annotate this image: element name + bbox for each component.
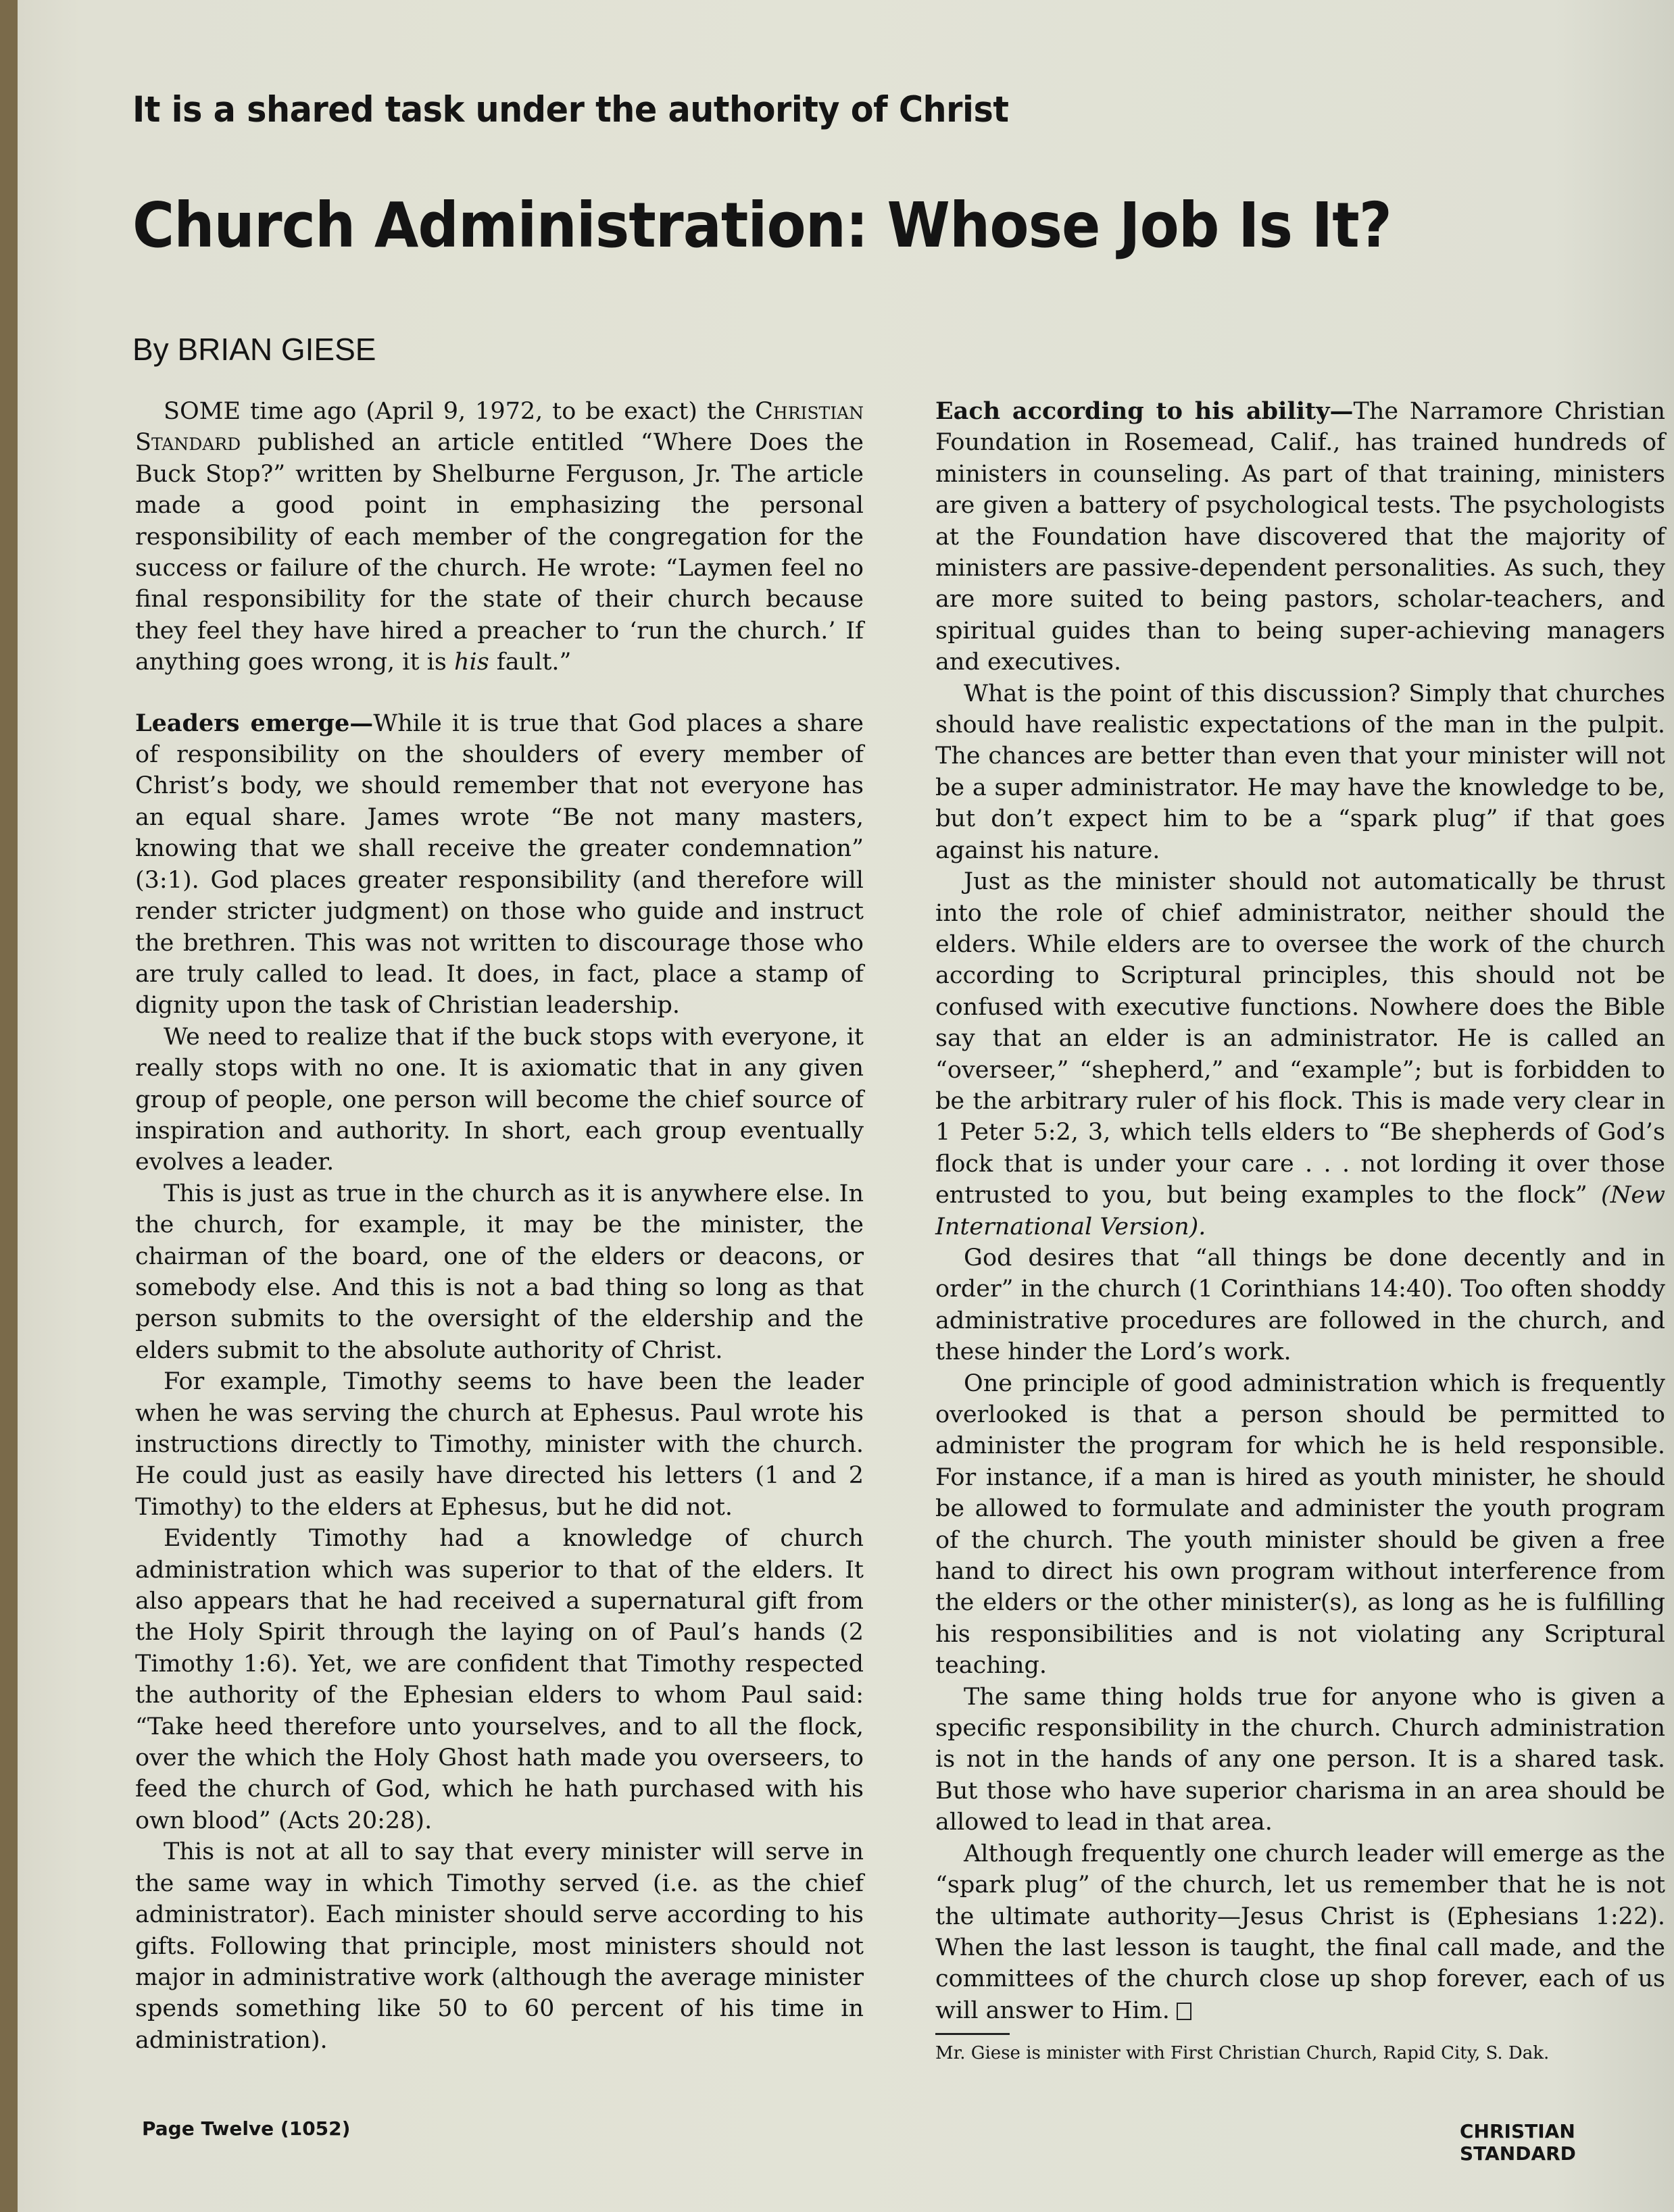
- byline: By BRIAN GIESE: [132, 332, 376, 367]
- paragraph: For example, Timothy seems to have been the leader when he was serving the church at Ephesus. Paul wrote his instructions directly to Timothy, minister with the church. He could just as easily have directed his letters (1 and 2 Timothy) to the elders at Ephesus, but he did not.: [135, 1368, 864, 1521]
- paragraph: We need to realize that if the buck stops with everyone, it really stops with no one. It is axiomatic that in any given group of people, one person will become the chief source of inspiration and authority. In short, each group eventually evolves a leader.: [135, 1023, 864, 1176]
- right-column: [935, 396, 1665, 2065]
- paragraph: Just as the minister should not automatically be thrust into the role of chief administrator, neither should the elders. While elders are to oversee the work of the church according to Scriptural principles, this should not be confused with executive functions. Nowhere does the Bible say that an elder is an administrator. He is called an “overseer,” “shepherd,” and “example”; but is forbidden to be the arbitrary ruler of his flock. This is made very clear in 1 Peter 5:2, 3, which tells elders to “Be shepherds of God’s flock that is under your care . . . not lording it over those entrusted to you, but being examples to the flock” (New International Version).: [935, 868, 1665, 1240]
- binding-edge: [0, 0, 18, 2212]
- divider: [935, 2033, 1010, 2035]
- kicker: It is a shared task under the authority of Christ: [132, 89, 1009, 130]
- paragraph: One principle of good administration which is frequently overlooked is that a person should be permitted to administer the program for which he is held responsible. For instance, if a man is hired as youth minister, he should be allowed to formulate and administer the youth program of the church. The youth minister should be given a free hand to direct his own program without interference from the elders or the other minister(s), as long as he is fulfilling his responsibilities and is not violating any Scriptural teaching.: [935, 1369, 1665, 1680]
- paragraph: Each according to his ability—The Narramore Christian Foundation in Rosemead, Calif., has trained hundreds of ministers in counseling. As part of that training, ministers are given a battery of psychological tests. The psychologists at the Foundation have discovered that the majority of ministers are passive-dependent personalities. As such, they are more suited to being pastors, scholar-teachers, and spiritual guides than to being super-achieving managers and executives.: [935, 397, 1665, 676]
- publication-name: CHRISTIAN STANDARD: [1460, 2120, 1576, 2165]
- paragraph: Evidently Timothy had a knowledge of church administration which was superior to that of the elders. It also appears that he had received a supernatural gift from the Holy Spirit through the laying on of Paul’s hands (2 Timothy 1:6). Yet, we are confident that Timothy respected the authority of the Ephesian elders to whom Paul said: “Take heed therefore unto yourselves, and to all the flock, over the which the Holy Ghost hath made you overseers, to feed the church of God, which he hath purchased with his own blood” (Acts 20:28).: [135, 1525, 864, 1834]
- paragraph: God desires that “all things be done decently and in order” in the church (1 Corinthians 14:40). Too often shoddy administrative procedures are followed in the church, and these hinder the Lord’s work.: [935, 1244, 1665, 1366]
- paragraph: Leaders emerge—While it is true that God places a share of responsibility on the shoulders of every member of Christ’s body, we should remember that not everyone has an equal share. James wrote “Be not many masters, knowing that we shall receive the greater condemnation” (3:1). God places greater responsibility (and therefore will render stricter judgment) on those who guide and instruct the brethren. This was not written to discourage those who are truly called to lead. It does, in fact, place a stamp of dignity upon the task of Christian leadership.: [135, 709, 864, 1020]
- paragraph: What is the point of this discussion? Simply that churches should have realistic expectations of the man in the pulpit. The chances are better than even that your minister will not be a super administrator. He may have the knowledge to be, but don’t expect him to be a “spark plug” if that goes against his nature.: [935, 680, 1665, 864]
- paragraph: Although frequently one church leader will emerge as the “spark plug” of the church, let us remember that he is not the ultimate authority—Jesus Christ is (Ephesians 1:22). When the last lesson is taught, the final call made, and the committees of the church close up shop forever, each of us will answer to Him.: [935, 1840, 1665, 2024]
- paragraph: This is just as true in the church as it is anywhere else. In the church, for example, it may be the minister, the chairman of the board, one of the elders or deacons, or somebody else. And this is not a bad thing so long as that person submits to the oversight of the eldership and the elders submit to the absolute authority of Christ.: [135, 1180, 864, 1364]
- section-lead: Leaders emerge—: [135, 709, 374, 737]
- page-number: Page Twelve (1052): [142, 2117, 351, 2140]
- paragraph: This is not at all to say that every minister will serve in the same way in which Timothy served (i.e. as the chief administrator). Each minister should serve according to his gifts. Following that principle, most ministers should not major in administrative work (although the average minister spends something like 50 to 60 percent of his time in administration).: [135, 1838, 864, 2054]
- article-title: Church Administration: Whose Job Is It?: [132, 189, 1392, 261]
- author-bio: Mr. Giese is minister with First Christian Church, Rapid City, S. Dak.: [935, 2043, 1550, 2064]
- paragraph: The same thing holds true for anyone who is given a specific responsibility in the church. Church administration is not in the hands of any one person. It is a shared task. But those who have superior charisma in an area should be allowed to lead in that area.: [935, 1683, 1665, 1836]
- section-lead: Each according to his ability—: [935, 397, 1354, 425]
- left-column: [135, 396, 864, 2056]
- paragraph: SOME time ago (April 9, 1972, to be exact) the Christian Standard published an article entitled “Where Does the Buck Stop?” written by Shelburne Ferguson, Jr. The article made a good point in emphasizing the personal responsibility of each member of the congregation for the success or failure of the church. He wrote: “Laymen feel no final responsibility for the state of their church because they feel they have hired a preacher to ‘run the church.’ If anything goes wrong, it is his fault.”: [135, 398, 864, 676]
- end-mark-icon: [1177, 2003, 1191, 2020]
